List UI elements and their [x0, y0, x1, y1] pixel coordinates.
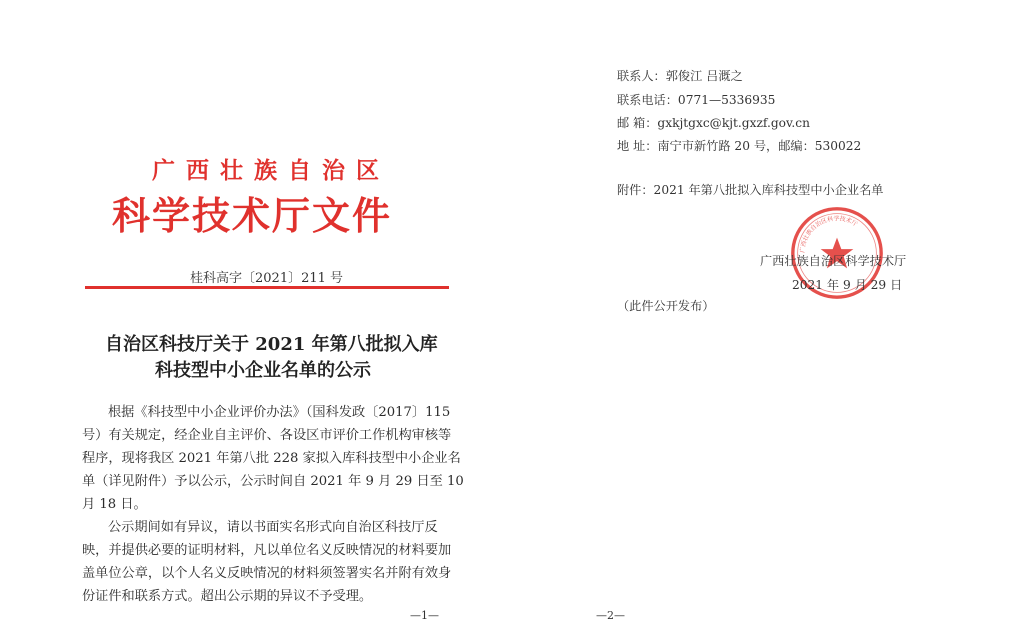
- signature-date: 2021 年 9 月 29 日: [792, 278, 903, 292]
- contact-address: 地 址：南宁市新竹路 20 号，邮编：530022: [617, 139, 862, 153]
- contact-email: 邮 箱：gxkjtgxc@kjt.gxzf.gov.cn: [617, 116, 810, 130]
- body-line: 盖单位公章，以个人名义反映情况的材料须签署实名并附有效身: [82, 566, 452, 581]
- document-number: 桂科高字〔2021〕211 号: [190, 271, 344, 286]
- attachment-note: 附件：2021 年第八批拟入库科技型中小企业名单: [617, 183, 884, 197]
- contact-phone: 联系电话：0771—5336935: [617, 93, 776, 107]
- body-line: 程序，现将我区 2021 年第八批 228 家拟入库科技型中小企业名: [82, 451, 461, 466]
- body-line: 单（详见附件）予以公示，公示时间自 2021 年 9 月 29 日至 10: [82, 474, 464, 489]
- right-page: [512, 0, 1024, 640]
- document-title-line1: 自治区科技厅关于 2021 年第八批拟入库: [105, 334, 438, 355]
- page-number-left: —1—: [410, 609, 439, 622]
- red-header-rule: [85, 286, 449, 289]
- issuer-name-line2: 科学技术厅文件: [112, 193, 393, 238]
- issuer-name-line1: 广西壮族自治区: [152, 157, 390, 184]
- publish-note: （此件公开发布）: [617, 299, 715, 313]
- body-line: 公示期间如有异议，请以书面实名形式向自治区科技厅反: [108, 520, 438, 535]
- document-title-line2: 科技型中小企业名单的公示: [155, 360, 371, 381]
- signature-organization: 广西壮族自治区科学技术厅: [760, 254, 907, 268]
- body-line: 映，并提供必要的证明材料，凡以单位名义反映情况的材料要加: [82, 543, 452, 558]
- page-number-right: —2—: [596, 609, 625, 622]
- body-line: 号）有关规定，经企业自主评价、各设区市评价工作机构审核等: [82, 428, 452, 443]
- body-line: 份证件和联系方式。超出公示期的异议不予受理。: [82, 589, 373, 604]
- seal-text: 广西壮族自治区科学技术厅: [799, 215, 859, 254]
- body-line: 根据《科技型中小企业评价办法》（国科发政〔2017〕115: [108, 405, 451, 420]
- document-body: [82, 401, 464, 608]
- body-line: 月 18 日。: [82, 497, 147, 512]
- contact-person: 联系人：郭俊江 吕溉之: [617, 69, 743, 83]
